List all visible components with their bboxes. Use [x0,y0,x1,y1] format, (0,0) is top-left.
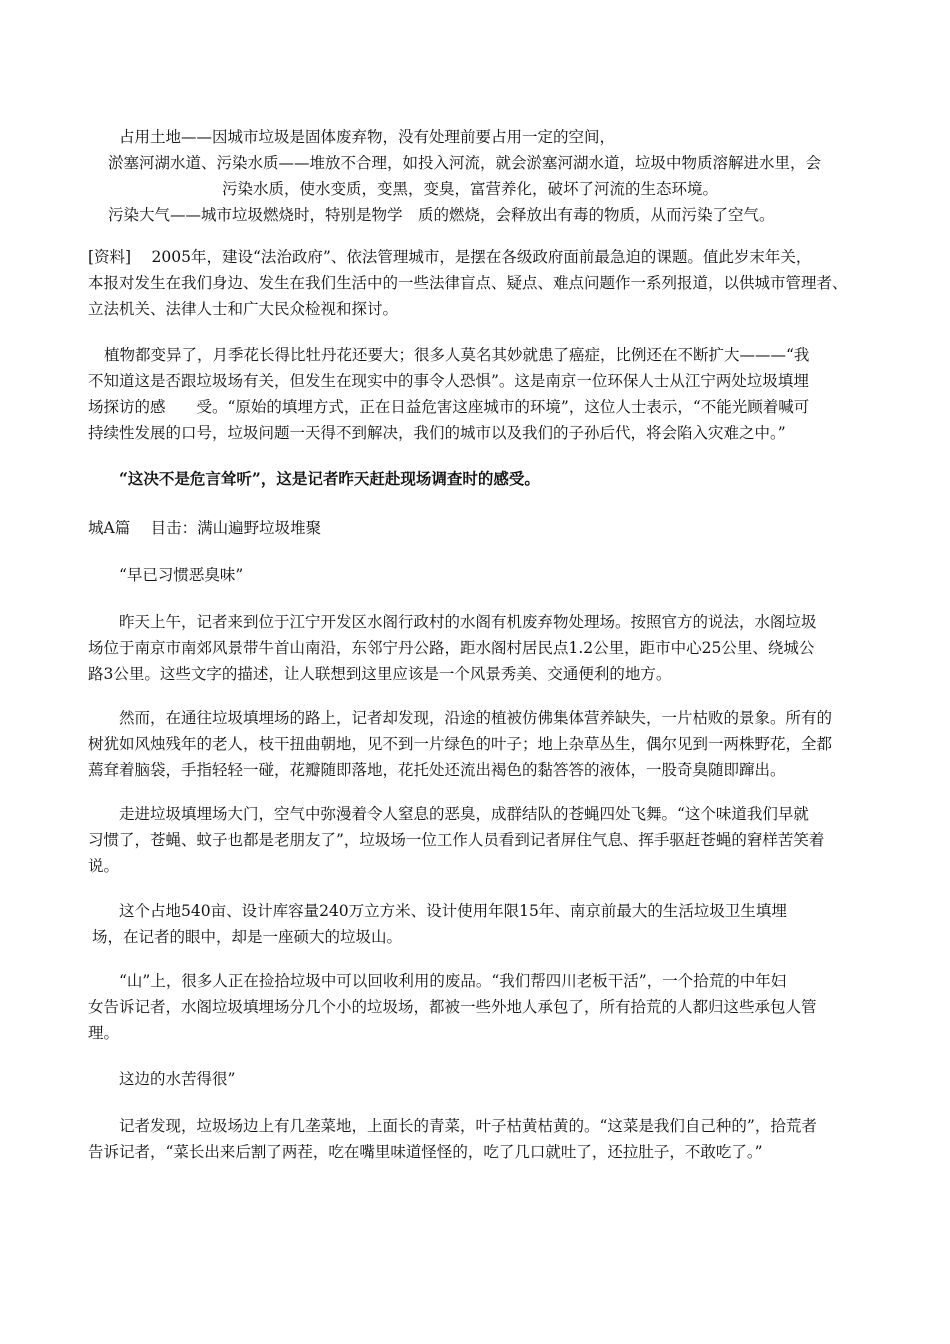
harm-item-air: 污染大气——城市垃圾燃烧时，特别是物学 质的燃烧，会释放出有毒的物质，从而污染了空气。 [108,206,775,224]
paragraph-not-alarmist: “这决不是危言耸听”，这是记者昨天赶赴现场调查时的感受。 [119,469,540,488]
section-heading: 城A篇 目击：满山遍野垃圾堆聚 [88,519,322,537]
harm-item-water: 淤塞河湖水道、污染水质——堆放不合理，如投入河流，就会淤塞河湖水道，垃圾中物质溶解进水里，会 [108,154,822,172]
subheading-water: 这边的水苦得很” [119,1070,236,1088]
paragraph-however: 然而，在通往垃圾填埋场的路上，记者却发现，沿途的植被仿佛集体营养缺失，一片枯败的景象。所有的 树犹如风烛残年的老人，枝干扭曲朝地，见不到一片绿色的叶子；地上杂草丛生，偶尔见到一两株野花，全都 蔫耷着脑袋，手指轻轻一碰，花瓣随即落地，花托处还流出褐色的黏答答的液体，一股奇臭随即蹿出。 [88,709,833,779]
subheading-smell: “早已习惯恶臭味” [119,566,244,584]
paragraph-plants: 植物都变异了，月季花长得比牡丹花还要大；很多人莫名其妙就患了癌症，比例还在不断扩大———“我 不知道这是否跟垃圾场有关，但发生在现实中的事令人恐惧”。这是南京一位环保人士从江宁两处垃圾填埋 场探访的感 受。“原始的填埋方式，正在日益危害这座城市的环境”，这位人士表示，“不能光顾着喊可 持续性发展的口号，垃圾问题一天得不到解决，我们的城市以及我们的子孙后代，将会陷入灾难之中。” [88,346,810,442]
paragraph-enter: 走进垃圾填埋场大门，空气中弥漫着令人窒息的恶臭，成群结队的苍蝇四处飞舞。“这个味道我们早就 习惯了，苍蝇、蚊子也都是老朋友了”，垃圾场一位工作人员看到记者屏住气息、挥手驱赶苍蝇的窘样苦笑着 说。 [88,805,825,875]
harm-item-water-cont: 污染水质，使水变质，变黑，变臭，富营养化，破坏了河流的生态环境。 [222,180,719,198]
paragraph-landfill: 这个占地540亩、设计库容量240万立方米、设计使用年限15年、南京前最大的生活垃圾卫生填埋 场，在记者的眼中，却是一座硕大的垃圾山。 [92,902,787,946]
paragraph-vegetables: 记者发现，垃圾场边上有几垄菜地，上面长的青菜，叶子枯黄枯黄的。“这菜是我们自己种的”，拾荒者 告诉记者，“菜长出来后割了两茬，吃在嘴里味道怪怪的，吃了几口就吐了，还拉肚子，不敢吃了。” [88,1117,817,1161]
harm-list [88,124,878,228]
paragraph-mountain: “山”上，很多人正在捡拾垃圾中可以回收利用的废品。“我们帮四川老板干活”，一个拾荒的中年妇 女告诉记者，水阁垃圾填埋场分几个小的垃圾场，都被一些外地人承包了，所有拾荒的人都归这些承包人管 理。 [88,972,817,1042]
harm-item-land: 占用土地——因城市垃圾是固体废弃物，没有处理前要占用一定的空间， [119,128,616,146]
paragraph-yesterday: 昨天上午，记者来到位于江宁开发区水阁行政村的水阁有机废弃物处理场。按照官方的说法，水阁垃圾 场位于南京市南郊风景带牛首山南沿，东邻宁丹公路，距水阁村居民点1.2公里，距市中心25公里、绕城公 路3公里。这些文字的描述，让人联想到这里应该是一个风景秀美、交通便利的地方。 [88,613,817,683]
paragraph-ziliao: [资料] 2005年，建设“法治政府”、依法管理城市，是摆在各级政府面前最急迫的课题。值此岁末年关， 本报对发生在我们身边、发生在我们生活中的一些法律盲点、疑点、难点问题作一系列报道，以供城市管理者、 立法机关、法律人士和广大民众检视和探讨。 [88,248,848,318]
